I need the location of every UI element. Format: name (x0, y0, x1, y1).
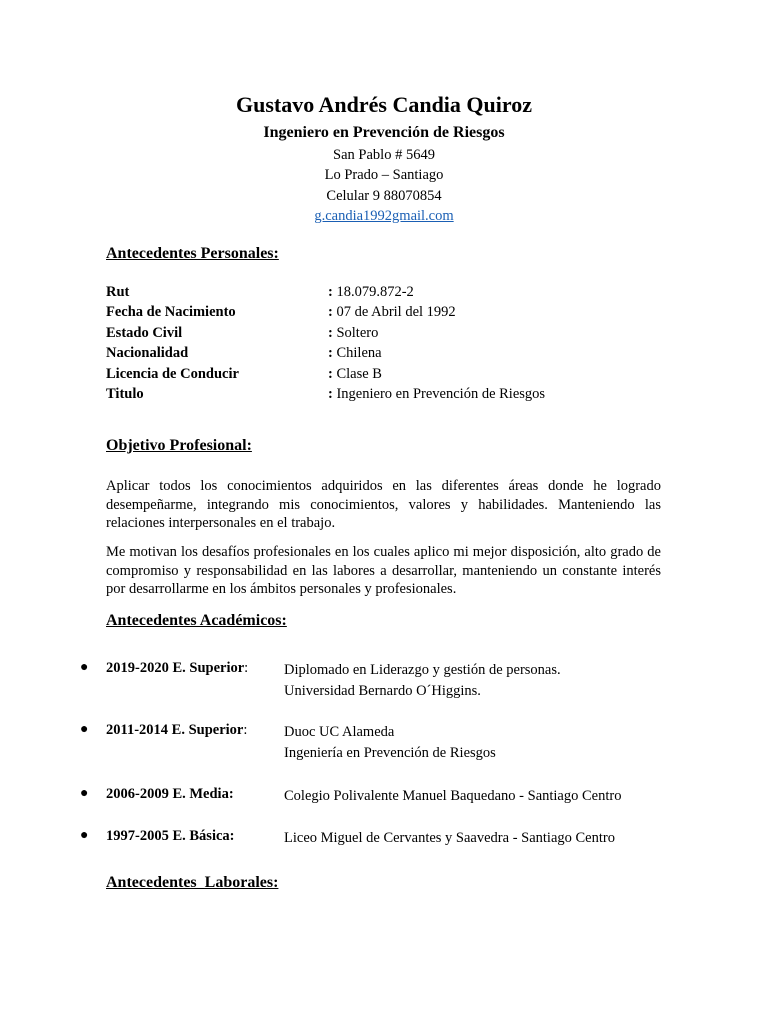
personal-info-table (106, 284, 666, 406)
info-value: 07 de Abril del 1992 (336, 304, 456, 321)
bullet-icon: ● (80, 828, 89, 843)
bullet-icon: ● (80, 722, 89, 737)
info-value: Ingeniero en Prevención de Riesgos (336, 385, 546, 402)
objective-paragraph-1: Aplicar todos los conocimientos adquiridos en las diferentes áreas donde he logrado desempeñarme, integrando mis conocimientos, valores y habilidades. Manteniendo las relaciones interpersonales en el trabajo. (106, 478, 661, 531)
academic-detail-line2: Ingeniería en Prevención de Riesgos (284, 744, 496, 761)
section-heading-academic: Antecedentes Académicos: (106, 612, 287, 629)
academic-detail-line2: Universidad Bernardo O´Higgins. (284, 682, 481, 699)
section-heading-objective: Objetivo Profesional: (106, 437, 252, 454)
info-row-degree (106, 386, 666, 406)
section-heading-work: Antecedentes Laborales: (106, 874, 279, 891)
academic-detail (284, 786, 621, 807)
info-label: Estado Civil (106, 324, 183, 341)
email-link[interactable]: g.candia1992gmail.com (314, 208, 454, 224)
academic-period (106, 660, 248, 677)
address-city: Lo Prado – Santiago (324, 167, 444, 183)
section-heading-personal: Antecedentes Personales: (106, 245, 279, 262)
bullet-icon: ● (80, 660, 89, 675)
academic-detail (284, 828, 615, 849)
academic-period (106, 722, 247, 739)
info-value: Soltero (336, 324, 379, 341)
info-value-wrap: : 18.079.872-2 (328, 284, 414, 300)
info-row-birthdate (106, 304, 666, 324)
info-label: Titulo (106, 385, 144, 402)
academic-detail-line1: Liceo Miguel de Cervantes y Saavedra - Santiago Centro (284, 830, 615, 846)
academic-detail-line1: Duoc UC Alameda (284, 724, 395, 740)
person-name: Gustavo Andrés Candia Quiroz (235, 92, 533, 117)
academic-detail (284, 660, 561, 701)
academic-period-sep: : (244, 660, 249, 676)
phone-number: Celular 9 88070854 (326, 188, 442, 204)
info-value-wrap: : 07 de Abril del 1992 (328, 304, 456, 321)
info-value-wrap: : Chilena (328, 345, 382, 362)
academic-period-sep: : (243, 722, 248, 738)
objective-paragraph-2: Me motivan los desafíos profesionales en los cuales aplico mi mejor disposición, alto grado de compromiso y responsabilidad en las labores a desarrollar, manteniendo un constante interés por desarrollarme en los ámbitos personales y profesionales. (106, 544, 661, 597)
academic-period-text: 2019-2020 E. Superior (106, 660, 245, 676)
email-line (0, 208, 768, 225)
info-value-wrap: : Soltero (328, 324, 379, 341)
info-row-civil-status (106, 325, 666, 345)
info-value: Clase B (336, 365, 382, 382)
info-row-nationality (106, 345, 666, 365)
academic-period (106, 786, 234, 803)
info-value-wrap: : Ingeniero en Prevención de Riesgos (328, 385, 546, 402)
professional-title: Ingeniero en Prevención de Riesgos (263, 124, 505, 141)
info-row-rut (106, 284, 666, 304)
info-label: Nacionalidad (106, 345, 189, 362)
academic-detail-line1: Diplomado en Liderazgo y gestión de personas. (284, 662, 561, 678)
academic-detail-line1: Colegio Polivalente Manuel Baquedano - Santiago Centro (284, 788, 622, 804)
academic-period-text: 1997-2005 E. Básica: (106, 828, 235, 844)
info-label: Fecha de Nacimiento (106, 304, 236, 321)
info-value: Chilena (336, 345, 382, 362)
academic-period-text: 2006-2009 E. Media: (106, 786, 234, 802)
info-row-license (106, 366, 666, 386)
academic-detail (284, 722, 496, 763)
info-label: Rut (106, 284, 130, 300)
address-street: San Pablo # 5649 (333, 147, 435, 163)
academic-period-text: 2011-2014 E. Superior (106, 722, 244, 738)
info-value: 18.079.872-2 (336, 284, 414, 300)
info-value-wrap: : Clase B (328, 365, 382, 382)
bullet-icon: ● (80, 786, 89, 801)
info-label: Licencia de Conducir (106, 365, 239, 382)
academic-period (106, 828, 234, 845)
